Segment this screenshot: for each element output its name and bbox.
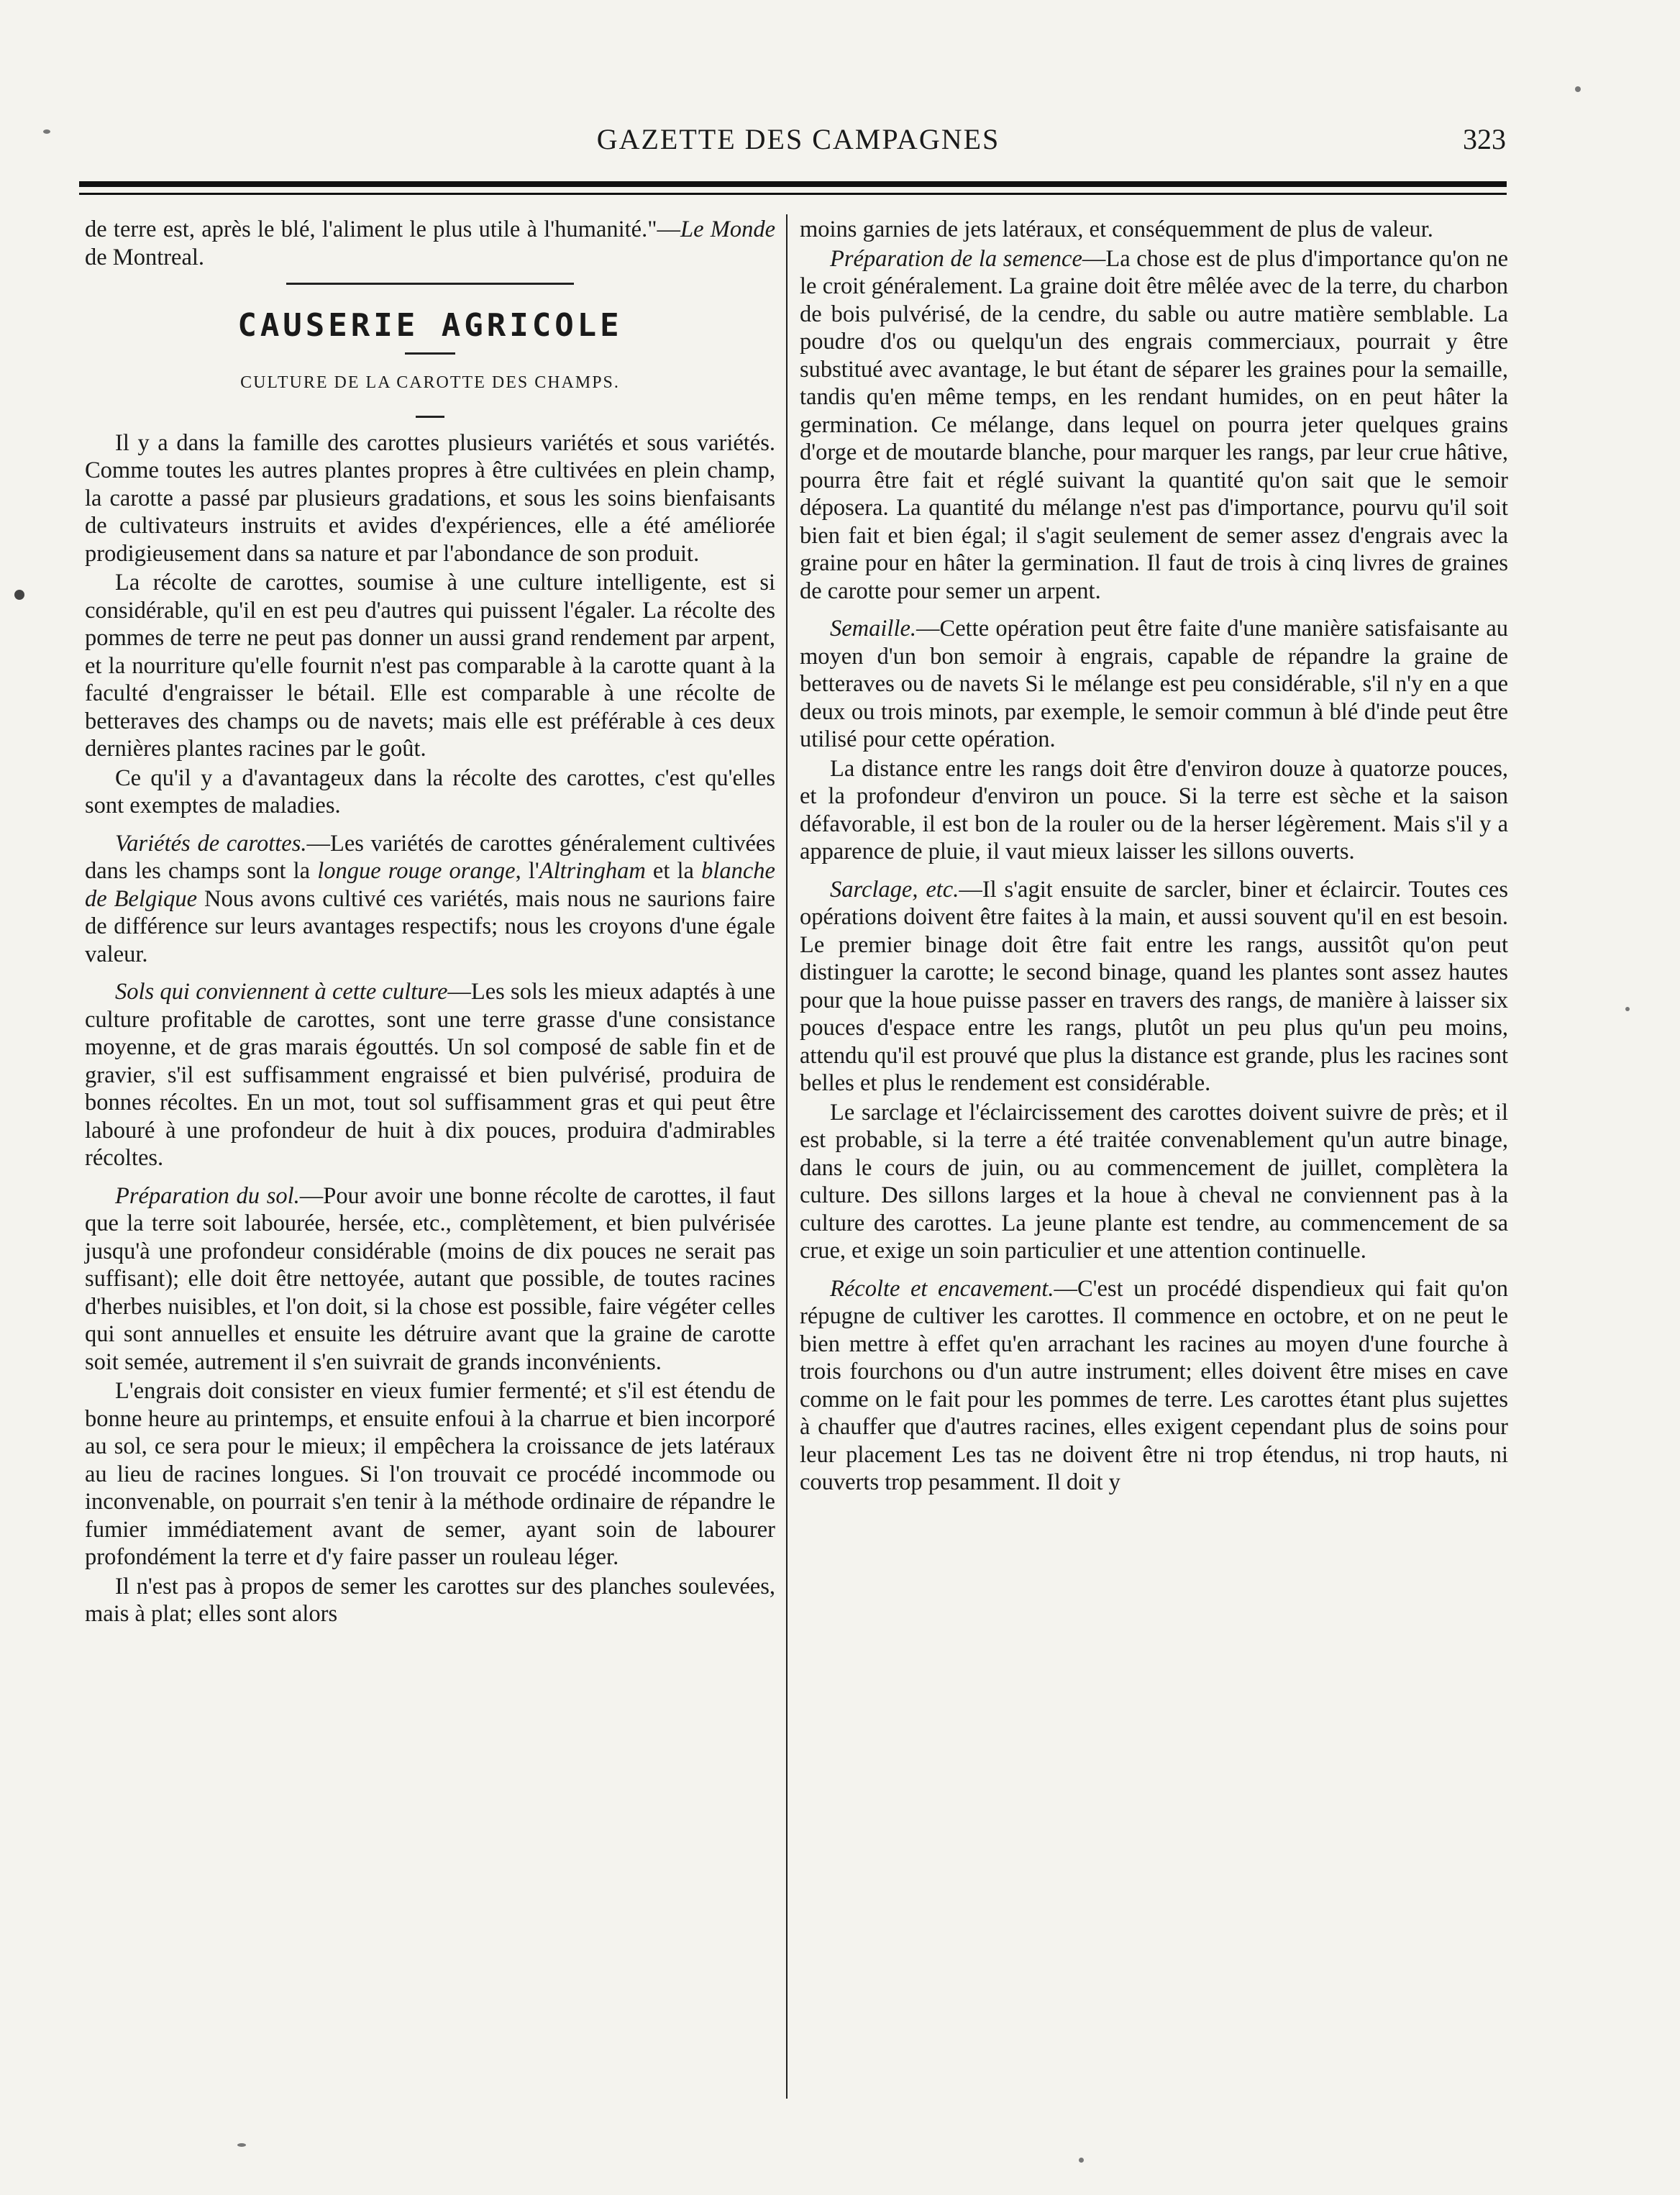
header-rule-thin bbox=[79, 193, 1507, 195]
paragraph-varietes bbox=[85, 830, 775, 969]
intro-fragment-text: de terre est, après le blé, l'aliment le plus utile à l'humanité." bbox=[85, 216, 657, 242]
publication-title: GAZETTE DES CAMPAGNES bbox=[596, 123, 1000, 155]
varietes-text-a: —Les variétés de carottes généralement cultivées dans les champs sont la bbox=[85, 830, 775, 884]
sols-text: —Les sols les mieux adaptés à une culture profitable de carottes, sont une terre grasse d'une consistance moyenne, et de gras marais égouttés. Un sol composé de sable fin et de gravier, s'il est suffisamment engraissé et bien pulvérisé, produira de bonnes récoltes. En un mot, tout sol suffisamment gras et qui peut être labouré à une profondeur de huit à dix pouces, produira d'admirables récoltes. bbox=[85, 979, 776, 1171]
scan-speck bbox=[14, 590, 24, 600]
scan-speck bbox=[1575, 86, 1581, 92]
sarclage-heading: Sarclage, etc. bbox=[830, 876, 959, 903]
preparation-sol-text: —Pour avoir une bonne récolte de carottes, il faut que la terre soit labourée, hersée, etc., complètement, et bien pulvérisée jusqu'à une profondeur considérable (moins de dix pouces ne serait pas suffisant); elle doit être nettoyée, autant que possible, de toutes racines d'herbes nuisibles, et l'on doit, si la chose est possible, faire végéter celles qui sont annuelles et ensuite les détruire avant que la graine de carotte soit semée, autrement il s'en suivrait de grands inconvénients. bbox=[85, 1182, 776, 1375]
varietes-italic-2: Altringham bbox=[539, 858, 646, 884]
intro-fragment bbox=[85, 216, 775, 271]
varietes-heading: Variétés de carottes. bbox=[115, 830, 307, 857]
right-column bbox=[800, 216, 1508, 1497]
paragraph-famille: Il y a dans la famille des carottes plusieurs variétés et sous variétés. Comme toutes les autres plantes propres à être cultivées en plein champ, la carotte a passé par plusieurs gradations, et sous les soins bienfaisants de cultivateurs instruits et avides d'expériences, elle a été améliorée prodigieusement dans sa nature et par l'abondance de son produit. bbox=[85, 429, 775, 567]
scan-speck bbox=[237, 2143, 246, 2147]
column-divider bbox=[786, 214, 788, 2099]
paragraph-recolte-encavement bbox=[800, 1275, 1508, 1497]
paragraph-preparation-semence bbox=[800, 245, 1508, 606]
page-number: 323 bbox=[1463, 123, 1506, 155]
preparation-semence-text: —La chose est de plus d'importance qu'on ne le croit généralement. La graine doit être mêlée avec de la terre, du charbon de bois pulvérisé, de la cendre, du sable ou autre matière semblable. La poudre d'os ou quelqu'un des engrais commerciaux, pourrait y être substitué avec avantage, le but étant de séparer les graines pour la semaille, tandis qu'en même temps, en les rendant humides, on en peut hâter la germination. Ce mélange, dans lequel on pourra jeter quelques grains d'orge et de moutarde blanche, pour marquer les rangs, par leur crue hâtive, pourra être fait et réglé suivant la quantité qu'on sait que le semoir déposera. La quantité du mélange n'est pas d'importance, pourvu qu'il soit bien fait et bien égal; il s'agit seulement de semer assez d'engrais avec la graine pour en hâter la germination. Il faut de trois à cinq livres de graines de carotte pour semer un arpent. bbox=[800, 245, 1508, 604]
scan-speck bbox=[1625, 1007, 1630, 1011]
section-separator bbox=[286, 283, 574, 285]
varietes-italic-1: longue rouge orange bbox=[317, 858, 516, 884]
paragraph-avantages: Ce qu'il y a d'avantageux dans la récolte des carottes, c'est qu'elles sont exemptes de maladies. bbox=[85, 765, 775, 818]
intro-source-dash: — bbox=[657, 216, 680, 242]
paragraph-engrais: L'engrais doit consister en vieux fumier fermenté; et s'il est étendu de bonne heure au printemps, et ensuite enfoui à la charrue et bien incorporé au sol, ce sera pour le mieux; il empêchera la croissance de jets latéraux au lieu de racines longues. Si l'on trouvait ce procédé incommode ou inconvenable, on pourrait s'en tenir à la méthode ordinaire de répandre le fumier immédiatement avant de semer, ayant soin de labourer profondément la terre et d'y faire passer un rouleau léger. bbox=[85, 1378, 775, 1570]
intro-source-tail: de Montreal. bbox=[85, 244, 205, 270]
paragraph-planches: Il n'est pas à propos de semer les carottes sur des planches soulevées, mais à plat; elles sont alors bbox=[85, 1573, 775, 1627]
paragraph-sols bbox=[85, 978, 775, 1172]
intro-source: Le Monde bbox=[680, 216, 776, 242]
paragraph-continuation: moins garnies de jets latéraux, et conséquemment de plus de valeur. bbox=[800, 216, 1433, 242]
sols-heading: Sols qui conviennent à cette culture bbox=[115, 979, 448, 1005]
article-subtitle: CULTURE DE LA CAROTTE DES CHAMPS. bbox=[240, 373, 620, 392]
varietes-text-b: , l' bbox=[515, 858, 539, 884]
paragraph-semaille bbox=[800, 615, 1508, 754]
semaille-heading: Semaille. bbox=[830, 616, 917, 642]
article-title: CAUSERIE AGRICOLE bbox=[237, 307, 623, 344]
paragraph-recolte-carottes: La récolte de carottes, soumise à une culture intelligente, est si considérable, qu'il en est peu d'autres qui puissent l'égaler. La récolte des pommes de terre ne peut pas donner un aussi grand rendement par arpent, et la nourriture qu'elle fournit n'est pas comparable à la carotte quant à la faculté d'engraisser le bétail. Elle est comparable à une récolte de betteraves des champs ou de navets; mais elle est préférable à ces deux dernières plantes racines par le goût. bbox=[85, 570, 775, 762]
scan-speck bbox=[43, 129, 50, 134]
sarclage-text: —Il s'agit ensuite de sarcler, biner et éclaircir. Toutes ces opérations doivent être faites à la main, et aussi souvent qu'il en est besoin. Le premier binage doit être fait entre les rangs, aussitôt qu'on peut distinguer la carotte; le second binage, quand les plantes sont assez hautes pour que la houe puisse passer en travers des rangs, de manière à laisser six pouces d'espace entre les rangs, plutôt un peu plus qu'un peu moins, attendu qu'il est prouvé que plus la distance est grande, plus les racines sont belles et plus le rendement est considérable. bbox=[800, 876, 1508, 1096]
subtitle-rule bbox=[416, 416, 444, 418]
preparation-sol-heading: Préparation du sol. bbox=[115, 1182, 300, 1209]
recolte-text: —C'est un procédé dispendieux qui fait qu'on répugne de cultiver les carottes. Il commence en octobre, et on ne peut le bien mettre à effet qu'en arrachant les racines au moyen d'une fourche à trois fourchons ou d'un autre instrument; elles doivent être mises en cave comme on le fait pour les pommes de terre. Les carottes étant plus sujettes à chauffer que d'autres racines, elles exigent cependant plus de soins pour leur placement Les tas ne doivent être ni trop étendus, ni trop hauts, ni couverts trop pesamment. Il doit y bbox=[800, 1275, 1508, 1495]
varietes-italic-3: blanche de Belgique bbox=[85, 858, 775, 912]
paragraph-preparation-sol bbox=[85, 1182, 775, 1377]
varietes-text-c: et la bbox=[645, 858, 702, 884]
paragraph-eclaircissement: Le sarclage et l'éclaircissement des carottes doivent suivre de près; et il est probable, si la terre a été traitée convenablement qu'un autre binage, dans le cours de juin, ou au commencement de juillet, complètera la culture. Des sillons larges et la houe à cheval ne conviennent pas à la culture des carottes. La jeune plante est tendre, au commencement de sa crue, et exige un soin particulier et une attention continuelle. bbox=[800, 1099, 1508, 1264]
title-rule bbox=[405, 352, 455, 355]
semaille-text: —Cette opération peut être faite d'une manière satisfaisante au moyen d'un bon semoir à engrais, capable de répandre la graine de betteraves ou de navets Si le mélange est peu considérable, s'il n'y en a que deux ou trois minots, par exemple, le semoir commun à blé d'inde peut être utilisé pour cette opération. bbox=[800, 616, 1508, 752]
paragraph-sarclage bbox=[800, 876, 1508, 1098]
paragraph-distance: La distance entre les rangs doit être d'environ douze à quatorze pouces, et la profondeur d'environ un pouce. Si la terre est sèche et la saison défavorable, il est bon de la rouler ou de la herser légèrement. Mais s'il y a apparence de pluie, il vaut mieux laisser les sillons ouverts. bbox=[800, 755, 1508, 864]
varietes-text-d: Nous avons cultivé ces variétés, mais nous ne saurions faire de différence sur leurs avantages respectifs; nous les croyons d'une égale valeur. bbox=[85, 885, 775, 967]
scan-speck bbox=[1079, 2158, 1084, 2163]
page-header bbox=[79, 115, 1517, 158]
recolte-heading: Récolte et encavement. bbox=[830, 1275, 1054, 1302]
preparation-semence-heading: Préparation de la semence bbox=[830, 245, 1082, 272]
header-rule-thick bbox=[79, 181, 1507, 187]
left-column bbox=[85, 216, 775, 1628]
